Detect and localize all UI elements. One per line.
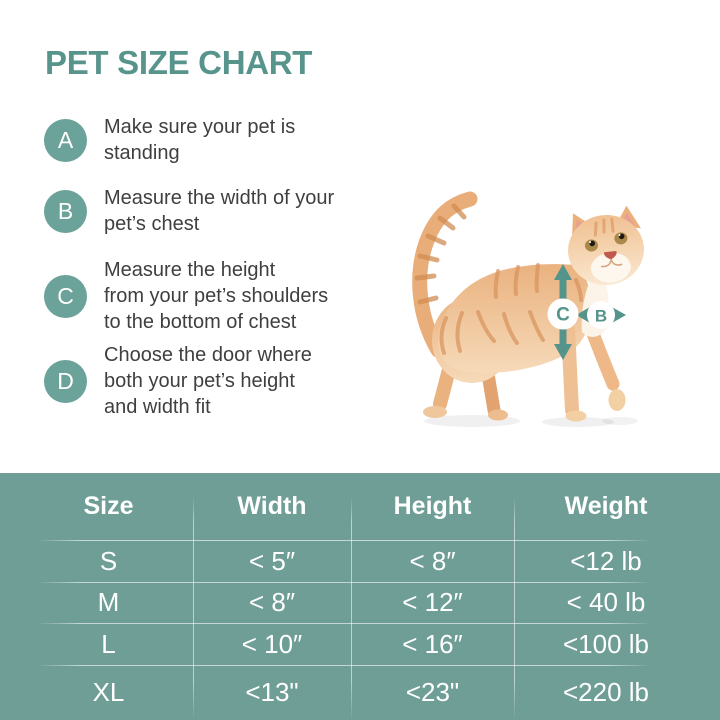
step-a-line-2: standing: [104, 142, 180, 164]
step-b-line-1: Measure the width of your: [104, 187, 335, 209]
step-b-badge: B: [44, 190, 87, 233]
cat-figure: [380, 170, 720, 440]
row-s-size: S: [99, 545, 118, 576]
table-divider-vertical: [193, 497, 194, 720]
step-a-line-1: Make sure your pet is: [104, 116, 296, 138]
header-width: Width: [237, 492, 307, 520]
row-xl-weight: <220 lb: [562, 677, 650, 707]
size-table: [0, 473, 720, 720]
table-divider-horizontal: [36, 665, 652, 666]
step-d-line-3: and width fit: [104, 396, 211, 418]
header-size: Size: [83, 492, 134, 520]
step-a-text: [104, 114, 295, 166]
step-b-line-2: pet’s chest: [104, 213, 200, 235]
row-s-weight: <12 lb: [570, 545, 642, 576]
width-label: B: [594, 306, 608, 326]
row-m-size: M: [97, 587, 120, 617]
table-divider-vertical: [351, 497, 352, 720]
step-c: [44, 257, 328, 335]
step-d-line-2: both your pet’s height: [104, 370, 295, 392]
step-c-line-2: from your pet’s shoulders: [104, 285, 329, 307]
step-a: [44, 114, 295, 166]
row-s-height: < 8″: [409, 545, 456, 576]
table-divider-horizontal: [36, 540, 652, 541]
row-l-height: < 16″: [402, 628, 463, 659]
row-l-size: L: [101, 628, 116, 659]
page-title: PET SIZE CHART: [45, 44, 313, 81]
step-b-text: [104, 185, 334, 237]
header-height: Height: [393, 492, 472, 520]
ground-shadow: [424, 415, 638, 427]
table-row-xl: [0, 665, 720, 720]
row-xl-width: <13": [245, 677, 299, 707]
table-divider-vertical: [514, 497, 515, 720]
row-l-weight: <100 lb: [562, 628, 650, 659]
step-c-line-1: Measure the height: [104, 259, 276, 281]
step-c-text: [104, 257, 328, 335]
step-c-line-3: to the bottom of chest: [104, 311, 297, 333]
step-d-badge: D: [44, 360, 87, 403]
table-divider-horizontal: [36, 623, 652, 624]
height-label: C: [556, 304, 570, 326]
step-d-text: [104, 342, 312, 420]
step-c-badge: C: [44, 275, 87, 318]
row-m-width: < 8″: [248, 587, 296, 617]
table-row-s: [0, 540, 720, 582]
step-d-line-1: Choose the door where: [104, 344, 312, 366]
table-row-l: [0, 623, 720, 665]
table-header-row: [0, 473, 720, 540]
table-divider-horizontal: [36, 582, 652, 583]
step-b: [44, 185, 334, 237]
cat-illustration: [380, 170, 720, 440]
row-m-weight: < 40 lb: [566, 587, 646, 617]
row-m-height: < 12″: [402, 587, 463, 617]
header-weight: Weight: [564, 492, 648, 520]
step-a-badge: A: [44, 119, 87, 162]
row-xl-height: <23": [405, 677, 460, 707]
step-d: [44, 342, 312, 420]
table-row-m: [0, 582, 720, 623]
row-s-width: < 5″: [248, 545, 296, 576]
row-l-width: < 10″: [241, 628, 303, 659]
row-xl-size: XL: [92, 677, 125, 707]
